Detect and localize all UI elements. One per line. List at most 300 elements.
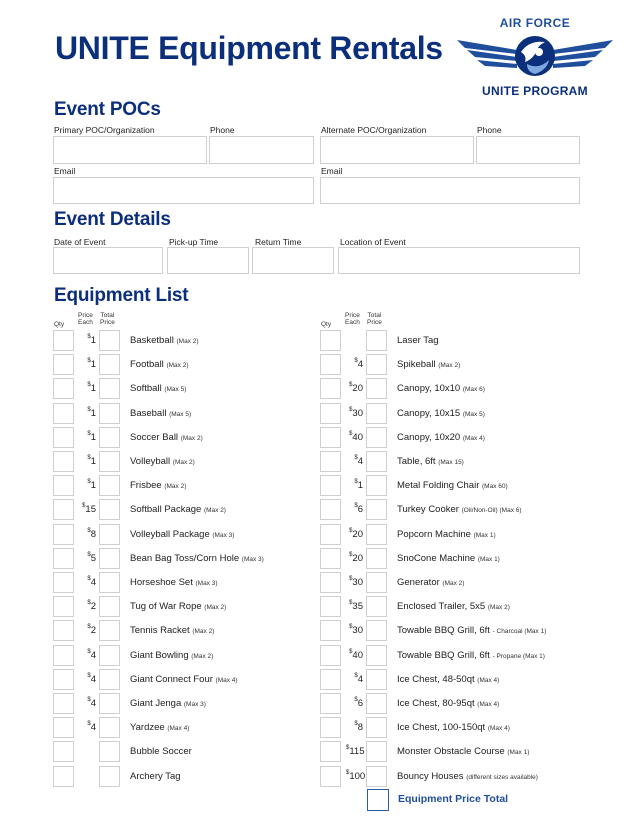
price-value: 4 — [90, 674, 96, 685]
date-of-event-field[interactable] — [53, 247, 163, 274]
price-each — [79, 529, 96, 540]
currency-symbol: $ — [87, 600, 91, 606]
item-name-text: Tug of War Rope — [130, 601, 202, 612]
item-max-note: (different sizes available) — [466, 774, 538, 781]
item-name — [397, 674, 499, 685]
alternate-email-input[interactable] — [321, 178, 579, 203]
total-price-box[interactable] — [99, 548, 120, 569]
total-price-box[interactable] — [99, 354, 120, 375]
price-value: 1 — [90, 359, 96, 370]
total-price-box[interactable] — [366, 378, 387, 399]
item-name-text: Turkey Cooker — [397, 504, 459, 515]
item-max-note: (Max 2) — [180, 435, 203, 442]
price-each — [346, 577, 363, 588]
price-value: 115 — [349, 746, 365, 757]
item-name-text: Basketball — [130, 335, 174, 346]
qty-box[interactable] — [320, 499, 341, 520]
price-each — [346, 722, 363, 733]
item-name — [130, 746, 192, 757]
price-each — [79, 625, 96, 636]
price-value: 6 — [357, 504, 363, 515]
price-each — [346, 408, 363, 419]
price-each — [346, 383, 363, 394]
price-each — [346, 674, 363, 685]
qty-box[interactable] — [53, 451, 74, 472]
price-each — [79, 601, 96, 612]
item-name-text: Ice Chest, 100-150qt — [397, 722, 486, 733]
logo-bottom-text: UNITE PROGRAM — [482, 84, 588, 98]
item-name — [130, 601, 226, 612]
item-name — [397, 698, 499, 709]
total-price-box[interactable] — [366, 548, 387, 569]
item-name — [130, 577, 218, 588]
qty-box[interactable] — [53, 548, 74, 569]
currency-symbol: $ — [354, 479, 358, 485]
item-max-note: (Max 5) — [169, 411, 192, 418]
item-max-note: (Max 6) — [462, 386, 485, 393]
item-max-note: (Max 5) — [164, 386, 187, 393]
price-value: 1 — [90, 408, 96, 419]
qty-box[interactable] — [53, 669, 74, 690]
item-max-note: (Max 1) — [477, 556, 500, 563]
qty-box[interactable] — [53, 645, 74, 666]
section-equipment-list: Equipment List — [54, 285, 189, 306]
item-name-text: Frisbee — [130, 480, 162, 491]
price-each — [346, 529, 363, 540]
item-name-text: Bubble Soccer — [130, 746, 192, 757]
item-name-text: Canopy, 10x15 — [397, 408, 461, 419]
price-each — [346, 504, 363, 515]
item-name — [397, 359, 460, 370]
currency-symbol: $ — [349, 649, 353, 655]
total-price-box[interactable] — [366, 741, 387, 762]
total-price-box[interactable] — [366, 717, 387, 738]
qty-box[interactable] — [53, 717, 74, 738]
item-name — [130, 553, 264, 564]
currency-symbol: $ — [346, 770, 350, 776]
total-price-box[interactable] — [366, 475, 387, 496]
item-name — [397, 504, 522, 515]
qty-box[interactable] — [320, 354, 341, 375]
price-value: 20 — [352, 529, 363, 540]
total-price-box[interactable] — [99, 330, 120, 351]
item-name — [397, 650, 545, 661]
item-name — [397, 529, 496, 540]
qty-box[interactable] — [53, 766, 74, 787]
primary-poc-input[interactable] — [54, 137, 206, 163]
page-title: UNITE Equipment Rentals — [55, 30, 443, 66]
price-value: 30 — [352, 577, 363, 588]
item-name-text: Laser Tag — [397, 335, 439, 346]
qty-box[interactable] — [320, 524, 341, 545]
item-max-note: (Max 4) — [215, 677, 238, 684]
item-name-text: Ice Chest, 80-95qt — [397, 698, 475, 709]
item-name — [130, 359, 188, 370]
currency-symbol: $ — [87, 576, 91, 582]
price-each — [79, 698, 96, 709]
qty-box[interactable] — [53, 475, 74, 496]
qty-box[interactable] — [53, 572, 74, 593]
qty-box[interactable] — [320, 620, 341, 641]
currency-symbol: $ — [354, 673, 358, 679]
price-value: 4 — [357, 359, 363, 370]
item-max-note: (Max 5) — [462, 411, 485, 418]
item-name — [130, 722, 189, 733]
price-value: 40 — [352, 650, 363, 661]
price-each — [79, 480, 96, 491]
item-name — [397, 335, 439, 346]
item-name-text: Volleyball — [130, 456, 171, 467]
item-max-note: (Max 2) — [166, 362, 189, 369]
total-price-box[interactable] — [99, 741, 120, 762]
item-max-note: (Max 4) — [487, 725, 510, 732]
price-value: 8 — [357, 722, 363, 733]
qty-box[interactable] — [53, 427, 74, 448]
qty-box[interactable] — [320, 403, 341, 424]
item-max-note: (Oil/Non-Oil) (Max 6) — [461, 507, 522, 514]
price-each — [346, 456, 363, 467]
price-value: 2 — [90, 601, 96, 612]
qty-box[interactable] — [53, 378, 74, 399]
price-each — [79, 722, 96, 733]
alternate-poc-label: Alternate POC/Organization — [321, 125, 427, 135]
item-max-note: (Max 2) — [204, 604, 227, 611]
total-price-box[interactable] — [99, 645, 120, 666]
phone-input[interactable] — [210, 137, 313, 163]
item-name — [397, 553, 500, 564]
price-value: 1 — [90, 383, 96, 394]
qty-box[interactable] — [320, 741, 341, 762]
alternate-poc-field[interactable] — [320, 136, 474, 164]
price-value: 8 — [90, 529, 96, 540]
qty-box[interactable] — [320, 596, 341, 617]
price-each — [346, 432, 363, 443]
total-price-header: Total Price — [367, 312, 382, 326]
item-name — [397, 408, 485, 419]
qty-box[interactable] — [53, 354, 74, 375]
item-max-note: (Max 1) — [473, 532, 496, 539]
total-price-box[interactable] — [366, 499, 387, 520]
price-value: 1 — [357, 480, 363, 491]
item-name-text: Canopy, 10x20 — [397, 432, 461, 443]
item-max-note: (Max 3) — [212, 532, 235, 539]
item-name — [130, 408, 191, 419]
price-each — [79, 456, 96, 467]
item-name — [130, 771, 181, 782]
return-time-field[interactable] — [252, 247, 334, 274]
pickup-time-input[interactable] — [168, 248, 248, 273]
item-name — [130, 456, 195, 467]
item-max-note: (Max 4) — [477, 677, 500, 684]
item-max-note: (Max 2) — [442, 580, 465, 587]
price-each — [79, 553, 96, 564]
currency-symbol: $ — [82, 503, 86, 509]
item-name-text: Softball — [130, 383, 162, 394]
currency-symbol: $ — [349, 407, 353, 413]
phone-field[interactable] — [209, 136, 314, 164]
item-name-text: Soccer Ball — [130, 432, 179, 443]
item-name-text: Towable BBQ Grill, 6ft — [397, 625, 490, 636]
qty-header: Qty — [54, 321, 65, 328]
currency-symbol: $ — [354, 455, 358, 461]
qty-header: Qty — [321, 321, 332, 328]
qty-box[interactable] — [53, 330, 74, 351]
qty-box[interactable] — [53, 499, 74, 520]
price-each — [79, 432, 96, 443]
currency-symbol: $ — [349, 382, 353, 388]
price-each — [79, 674, 96, 685]
total-price-box[interactable] — [366, 693, 387, 714]
item-name — [397, 383, 485, 394]
phone-label: Phone — [477, 125, 502, 135]
item-name — [130, 383, 186, 394]
email-field[interactable] — [53, 177, 314, 204]
item-max-note: (Max 2) — [438, 362, 461, 369]
total-price-box[interactable] — [99, 596, 120, 617]
currency-symbol: $ — [87, 455, 91, 461]
total-price-box[interactable] — [99, 427, 120, 448]
qty-box[interactable] — [320, 645, 341, 666]
qty-box[interactable] — [320, 693, 341, 714]
item-max-note: (Max 2) — [172, 459, 195, 466]
currency-symbol: $ — [87, 382, 91, 388]
section-event-details: Event Details — [54, 209, 171, 230]
total-price-box[interactable] — [366, 572, 387, 593]
location-field[interactable] — [338, 247, 580, 274]
pickup-time-label: Pick-up Time — [169, 237, 219, 247]
total-price-box[interactable] — [99, 524, 120, 545]
primary-poc-field[interactable] — [53, 136, 207, 164]
qty-box[interactable] — [320, 451, 341, 472]
item-max-note: (Max 3) — [241, 556, 264, 563]
qty-box[interactable] — [53, 741, 74, 762]
total-price-box[interactable] — [366, 354, 387, 375]
currency-symbol: $ — [349, 431, 353, 437]
date-of-event-input[interactable] — [54, 248, 162, 273]
total-price-box[interactable] — [366, 330, 387, 351]
total-price-box[interactable] — [99, 451, 120, 472]
item-name — [130, 335, 199, 346]
total-price-box[interactable] — [99, 378, 120, 399]
total-price-box[interactable] — [366, 524, 387, 545]
qty-box[interactable] — [320, 475, 341, 496]
item-max-note: - Propane (Max 1) — [492, 653, 545, 660]
price-value: 4 — [357, 674, 363, 685]
total-price-box[interactable] — [99, 403, 120, 424]
item-name — [397, 432, 485, 443]
alternate-phone-field[interactable] — [476, 136, 580, 164]
price-value: 30 — [352, 625, 363, 636]
alternate-phone-input[interactable] — [477, 137, 579, 163]
item-max-note: - Charcoal (Max 1) — [492, 628, 547, 635]
price-value: 40 — [352, 432, 363, 443]
item-max-note: (Max 2) — [164, 483, 187, 490]
currency-symbol: $ — [354, 697, 358, 703]
price-each-header: Price Each — [78, 312, 93, 326]
item-name — [397, 722, 510, 733]
item-name-text: SnoCone Machine — [397, 553, 476, 564]
price-each — [346, 650, 363, 661]
currency-symbol: $ — [349, 552, 353, 558]
item-name-text: Spikeball — [397, 359, 436, 370]
item-name-text: Table, 6ft — [397, 456, 436, 467]
item-max-note: (Max 15) — [438, 459, 464, 466]
currency-symbol: $ — [349, 528, 353, 534]
currency-symbol: $ — [87, 721, 91, 727]
currency-symbol: $ — [349, 576, 353, 582]
total-price-box[interactable] — [366, 596, 387, 617]
total-price-box[interactable] — [99, 669, 120, 690]
qty-box[interactable] — [53, 403, 74, 424]
item-max-note: (Max 4) — [167, 725, 190, 732]
item-name-text: Giant Bowling — [130, 650, 189, 661]
price-each — [79, 335, 96, 346]
item-name — [397, 601, 510, 612]
total-price-box[interactable] — [366, 620, 387, 641]
total-price-box[interactable] — [366, 766, 387, 787]
price-value: 5 — [90, 553, 96, 564]
item-max-note: (Max 3) — [195, 580, 218, 587]
equipment-price-total-label: Equipment Price Total — [398, 793, 509, 805]
item-name — [130, 698, 206, 709]
price-value: 20 — [352, 383, 363, 394]
email-label: Email — [321, 166, 343, 176]
price-value: 4 — [90, 722, 96, 733]
currency-symbol: $ — [87, 431, 91, 437]
item-name — [130, 529, 234, 540]
currency-symbol: $ — [87, 552, 91, 558]
currency-symbol: $ — [87, 334, 91, 340]
total-price-box[interactable] — [366, 669, 387, 690]
item-name-text: Horseshoe Set — [130, 577, 193, 588]
total-price-box[interactable] — [366, 403, 387, 424]
currency-symbol: $ — [349, 624, 353, 630]
item-name-text: Metal Folding Chair — [397, 480, 480, 491]
date-of-event-label: Date of Event — [54, 237, 106, 247]
total-price-box[interactable] — [99, 766, 120, 787]
currency-symbol: $ — [87, 624, 91, 630]
total-price-box[interactable] — [366, 645, 387, 666]
currency-symbol: $ — [349, 600, 353, 606]
total-price-box[interactable] — [99, 475, 120, 496]
item-name — [130, 504, 226, 515]
currency-symbol: $ — [354, 358, 358, 364]
item-name — [130, 432, 203, 443]
price-value: 2 — [90, 625, 96, 636]
total-price-box[interactable] — [99, 717, 120, 738]
price-each — [346, 601, 363, 612]
total-price-box[interactable] — [366, 427, 387, 448]
item-name — [130, 625, 214, 636]
alternate-email-field[interactable] — [320, 177, 580, 204]
item-name-text: Bean Bag Toss/Corn Hole — [130, 553, 240, 564]
alternate-poc-input[interactable] — [321, 137, 473, 163]
return-time-input[interactable] — [253, 248, 333, 273]
qty-box[interactable] — [53, 693, 74, 714]
total-price-box[interactable] — [99, 620, 120, 641]
email-label: Email — [54, 166, 76, 176]
qty-box[interactable] — [320, 330, 341, 351]
qty-box[interactable] — [320, 717, 341, 738]
item-name-text: Generator — [397, 577, 440, 588]
item-name-text: Baseball — [130, 408, 167, 419]
price-value: 100 — [349, 771, 366, 782]
item-name — [130, 650, 213, 661]
item-max-note: (Max 2) — [192, 628, 215, 635]
price-each — [346, 746, 363, 757]
item-name-text: Ice Chest, 48-50qt — [397, 674, 475, 685]
currency-symbol: $ — [346, 745, 350, 751]
equipment-price-total-field[interactable] — [367, 789, 389, 811]
total-price-box[interactable] — [99, 572, 120, 593]
item-name-text: Bouncy Houses — [397, 771, 464, 782]
item-max-note: (Max 2) — [191, 653, 214, 660]
primary-poc-label: Primary POC/Organization — [54, 125, 155, 135]
item-name — [397, 456, 464, 467]
price-value: 1 — [90, 335, 96, 346]
price-value: 30 — [352, 408, 363, 419]
qty-box[interactable] — [320, 766, 341, 787]
email-input[interactable] — [54, 178, 313, 203]
item-name-text: Monster Obstacle Course — [397, 746, 505, 757]
currency-symbol: $ — [87, 528, 91, 534]
item-name — [130, 674, 238, 685]
item-name-text: Volleyball Package — [130, 529, 210, 540]
qty-box[interactable] — [53, 596, 74, 617]
qty-box[interactable] — [53, 620, 74, 641]
price-each — [346, 770, 366, 782]
price-each — [346, 553, 363, 564]
total-price-header: Total Price — [100, 312, 115, 326]
logo-top-text: AIR FORCE — [499, 16, 571, 30]
total-price-box[interactable] — [99, 499, 120, 520]
item-max-note: (Max 3) — [183, 701, 206, 708]
qty-box[interactable] — [320, 378, 341, 399]
section-event-pocs: Event POCs — [54, 99, 161, 120]
price-value: 1 — [90, 480, 96, 491]
pickup-time-field[interactable] — [167, 247, 249, 274]
total-price-box[interactable] — [99, 693, 120, 714]
item-name-text: Towable BBQ Grill, 6ft — [397, 650, 490, 661]
price-each — [346, 698, 363, 709]
total-price-box[interactable] — [366, 451, 387, 472]
item-name-text: Giant Jenga — [130, 698, 182, 709]
air-force-unite-logo — [455, 12, 615, 102]
price-each — [79, 577, 96, 588]
qty-box[interactable] — [320, 548, 341, 569]
currency-symbol: $ — [87, 673, 91, 679]
price-value: 15 — [85, 504, 96, 515]
item-name — [397, 746, 529, 757]
item-max-note: (Max 4) — [462, 435, 485, 442]
price-each — [79, 408, 96, 419]
qty-box[interactable] — [320, 669, 341, 690]
item-max-note: (Max 2) — [176, 338, 199, 345]
currency-symbol: $ — [354, 503, 358, 509]
location-input[interactable] — [339, 248, 579, 273]
item-name-text: Softball Package — [130, 504, 202, 515]
qty-box[interactable] — [320, 572, 341, 593]
phone-label: Phone — [210, 125, 235, 135]
price-each — [79, 383, 96, 394]
qty-box[interactable] — [320, 427, 341, 448]
price-each-header: Price Each — [345, 312, 360, 326]
item-max-note: (Max 2) — [203, 507, 226, 514]
item-max-note: (Max 2) — [487, 604, 510, 611]
qty-box[interactable] — [53, 524, 74, 545]
item-name-text: Canopy, 10x10 — [397, 383, 461, 394]
item-name-text: Archery Tag — [130, 771, 181, 782]
